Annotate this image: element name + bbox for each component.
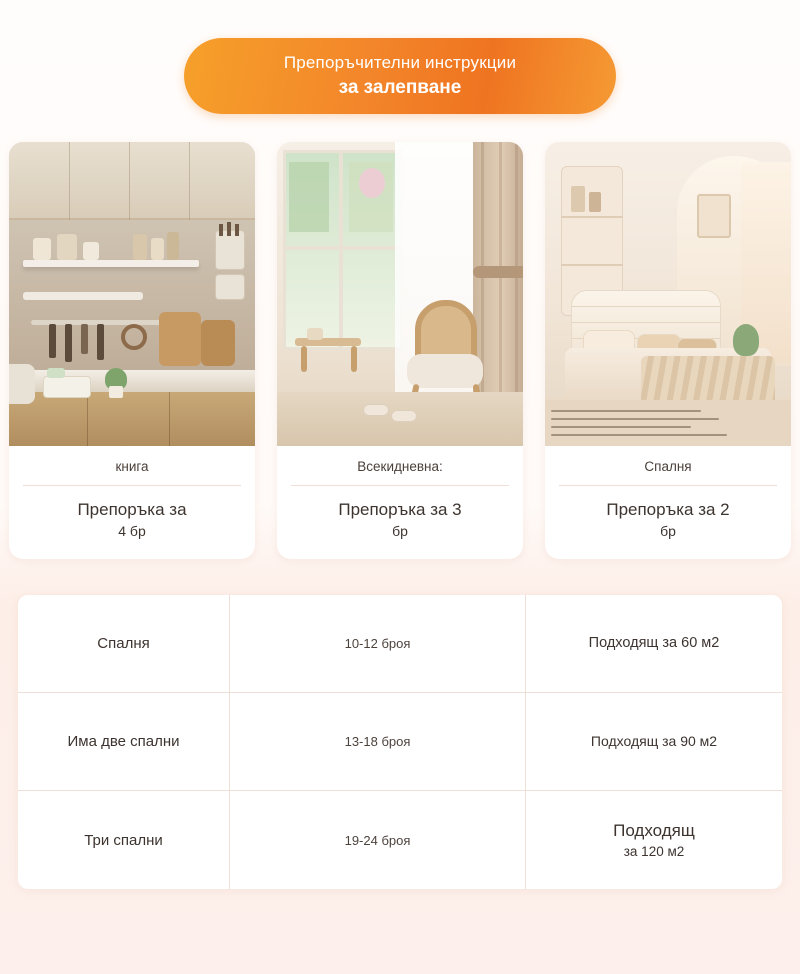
recommendation-cards [0, 142, 800, 559]
table-cell-area [526, 595, 782, 692]
table-row [18, 693, 782, 791]
table-cell-quantity: 19-24 броя [230, 791, 526, 889]
table-cell-quantity: 13-18 броя [230, 693, 526, 790]
table-cell-area [526, 693, 782, 790]
table-cell-room: Спалня [18, 595, 230, 692]
table-row [18, 595, 782, 693]
kitchen-photo [9, 142, 255, 446]
card-recommendation-main: Препоръка за 3 [338, 500, 462, 519]
card-recommendation [277, 486, 523, 559]
bedroom-photo [545, 142, 791, 446]
card-recommendation-main: Препоръка за 2 [606, 500, 730, 519]
card-recommendation-sub: бр [660, 523, 676, 539]
coverage-table [18, 595, 782, 889]
living-room-photo [277, 142, 523, 446]
card-caption: Спалня [559, 446, 777, 486]
card-caption: книга [23, 446, 241, 486]
table-row [18, 791, 782, 889]
table-cell-area-main: Подходящ [613, 820, 695, 840]
card-recommendation-main: Препоръка за [77, 500, 187, 519]
table-cell-quantity: 10-12 броя [230, 595, 526, 692]
title-banner [184, 38, 616, 114]
card-recommendation [9, 486, 255, 559]
table-cell-area-main: Подходящ за 60 м2 [588, 635, 720, 651]
card-caption: Всекидневна: [291, 446, 509, 486]
card-kitchen[interactable] [9, 142, 255, 559]
table-cell-room: Има две спални [18, 693, 230, 790]
card-living-room[interactable] [277, 142, 523, 559]
table-cell-area-main: Подходящ за 90 м2 [590, 733, 718, 749]
table-cell-room: Три спални [18, 791, 230, 889]
table-cell-area-sub: за 120 м2 [623, 843, 685, 859]
card-recommendation [545, 486, 791, 559]
table-cell-area [526, 791, 782, 889]
banner-line-1: Препоръчителни инструкции [283, 53, 517, 72]
header-section [0, 0, 800, 114]
card-bedroom[interactable] [545, 142, 791, 559]
banner-line-2: за залепване [338, 77, 462, 98]
card-recommendation-sub: бр [392, 523, 408, 539]
card-recommendation-sub: 4 бр [118, 523, 146, 539]
